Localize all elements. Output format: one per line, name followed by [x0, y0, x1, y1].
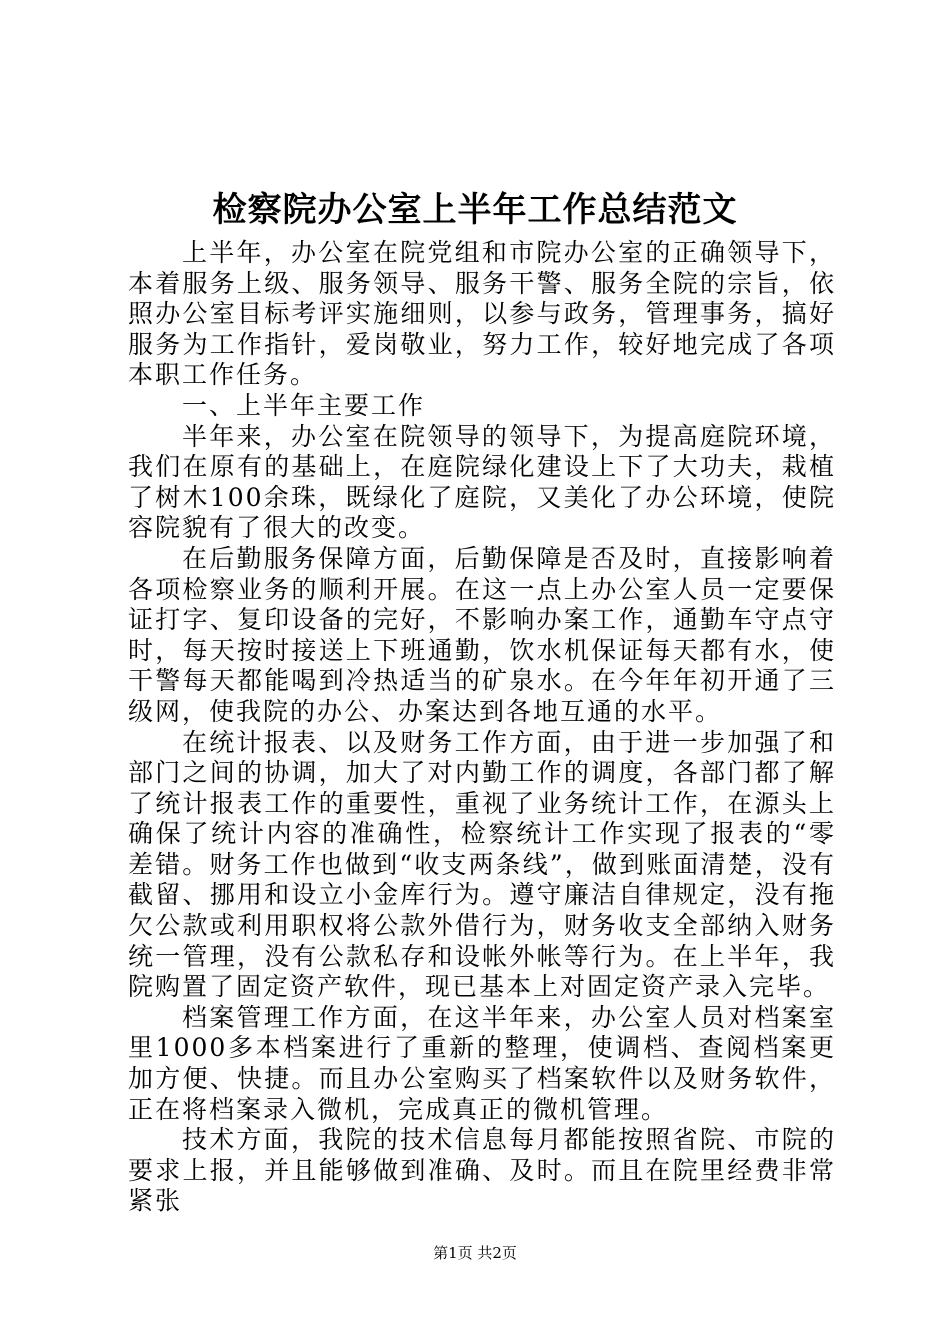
page-title: 检察院办公室上半年工作总结范文 — [212, 190, 738, 230]
paragraph-intro: 上半年，办公室在院党组和市院办公室的正确领导下，本着服务上级、服务领导、服务干警、服务全院的宗旨，依照办公室目标考评实施细则，以参与政务，管理事务，搞好服务为工作指针，爱岗敬业，努力工作，较好地完成了各项本职工作任务。 — [128, 238, 836, 390]
paragraph-logistics: 在后勤服务保障方面，后勤保障是否及时，直接影响着各项检察业务的顺利开展。在这一点上办公室人员一定要保证打字、复印设备的完好，不影响办案工作，通勤车守点守时，每天按时接送上下班通勤，饮水机保证每天都有水，使干警每天都能喝到冷热适当的矿泉水。在今年年初开通了三级网，使我院的办公、办案达到各地互通的水平。 — [128, 543, 836, 726]
paragraph-statistics-finance: 在统计报表、以及财务工作方面，由于进一步加强了和部门之间的协调，加大了对内勤工作的调度，各部门都了解了统计报表工作的重要性，重视了业务统计工作，在源头上确保了统计内容的准确性，检察统计工作实现了报表的“零差错。财务工作也做到“收支两条线”，做到账面清楚，没有截留、挪用和设立小金库行为。遵守廉洁自律规定，没有拖欠公款或利用职权将公款外借行为，财务收支全部纳入财务统一管理，没有公款私存和设帐外帐等行为。在上半年，我院购置了固定资产软件，现已基本上对固定资产录入完毕。 — [128, 727, 836, 1002]
page-footer: 第1页 共2页 — [433, 1244, 517, 1262]
paragraph-technology: 技术方面，我院的技术信息每月都能按照省院、市院的要求上报，并且能够做到准确、及时。而且在院里经费非常紧张 — [128, 1125, 836, 1216]
document-body — [128, 238, 836, 1217]
paragraph-archives: 档案管理工作方面，在这半年来，办公室人员对档案室里1000多本档案进行了重新的整理，使调档、查阅档案更加方便、快捷。而且办公室购买了档案软件以及财务软件，正在将档案录入微机，完成真正的微机管理。 — [128, 1002, 836, 1124]
paragraph-greening: 半年来，办公室在院领导的领导下，为提高庭院环境，我们在原有的基础上，在庭院绿化建设上下了大功夫，栽植了树木100余珠，既绿化了庭院，又美化了办公环境，使院容院貌有了很大的改变。 — [128, 421, 836, 543]
section-heading: 一、上半年主要工作 — [182, 390, 426, 420]
